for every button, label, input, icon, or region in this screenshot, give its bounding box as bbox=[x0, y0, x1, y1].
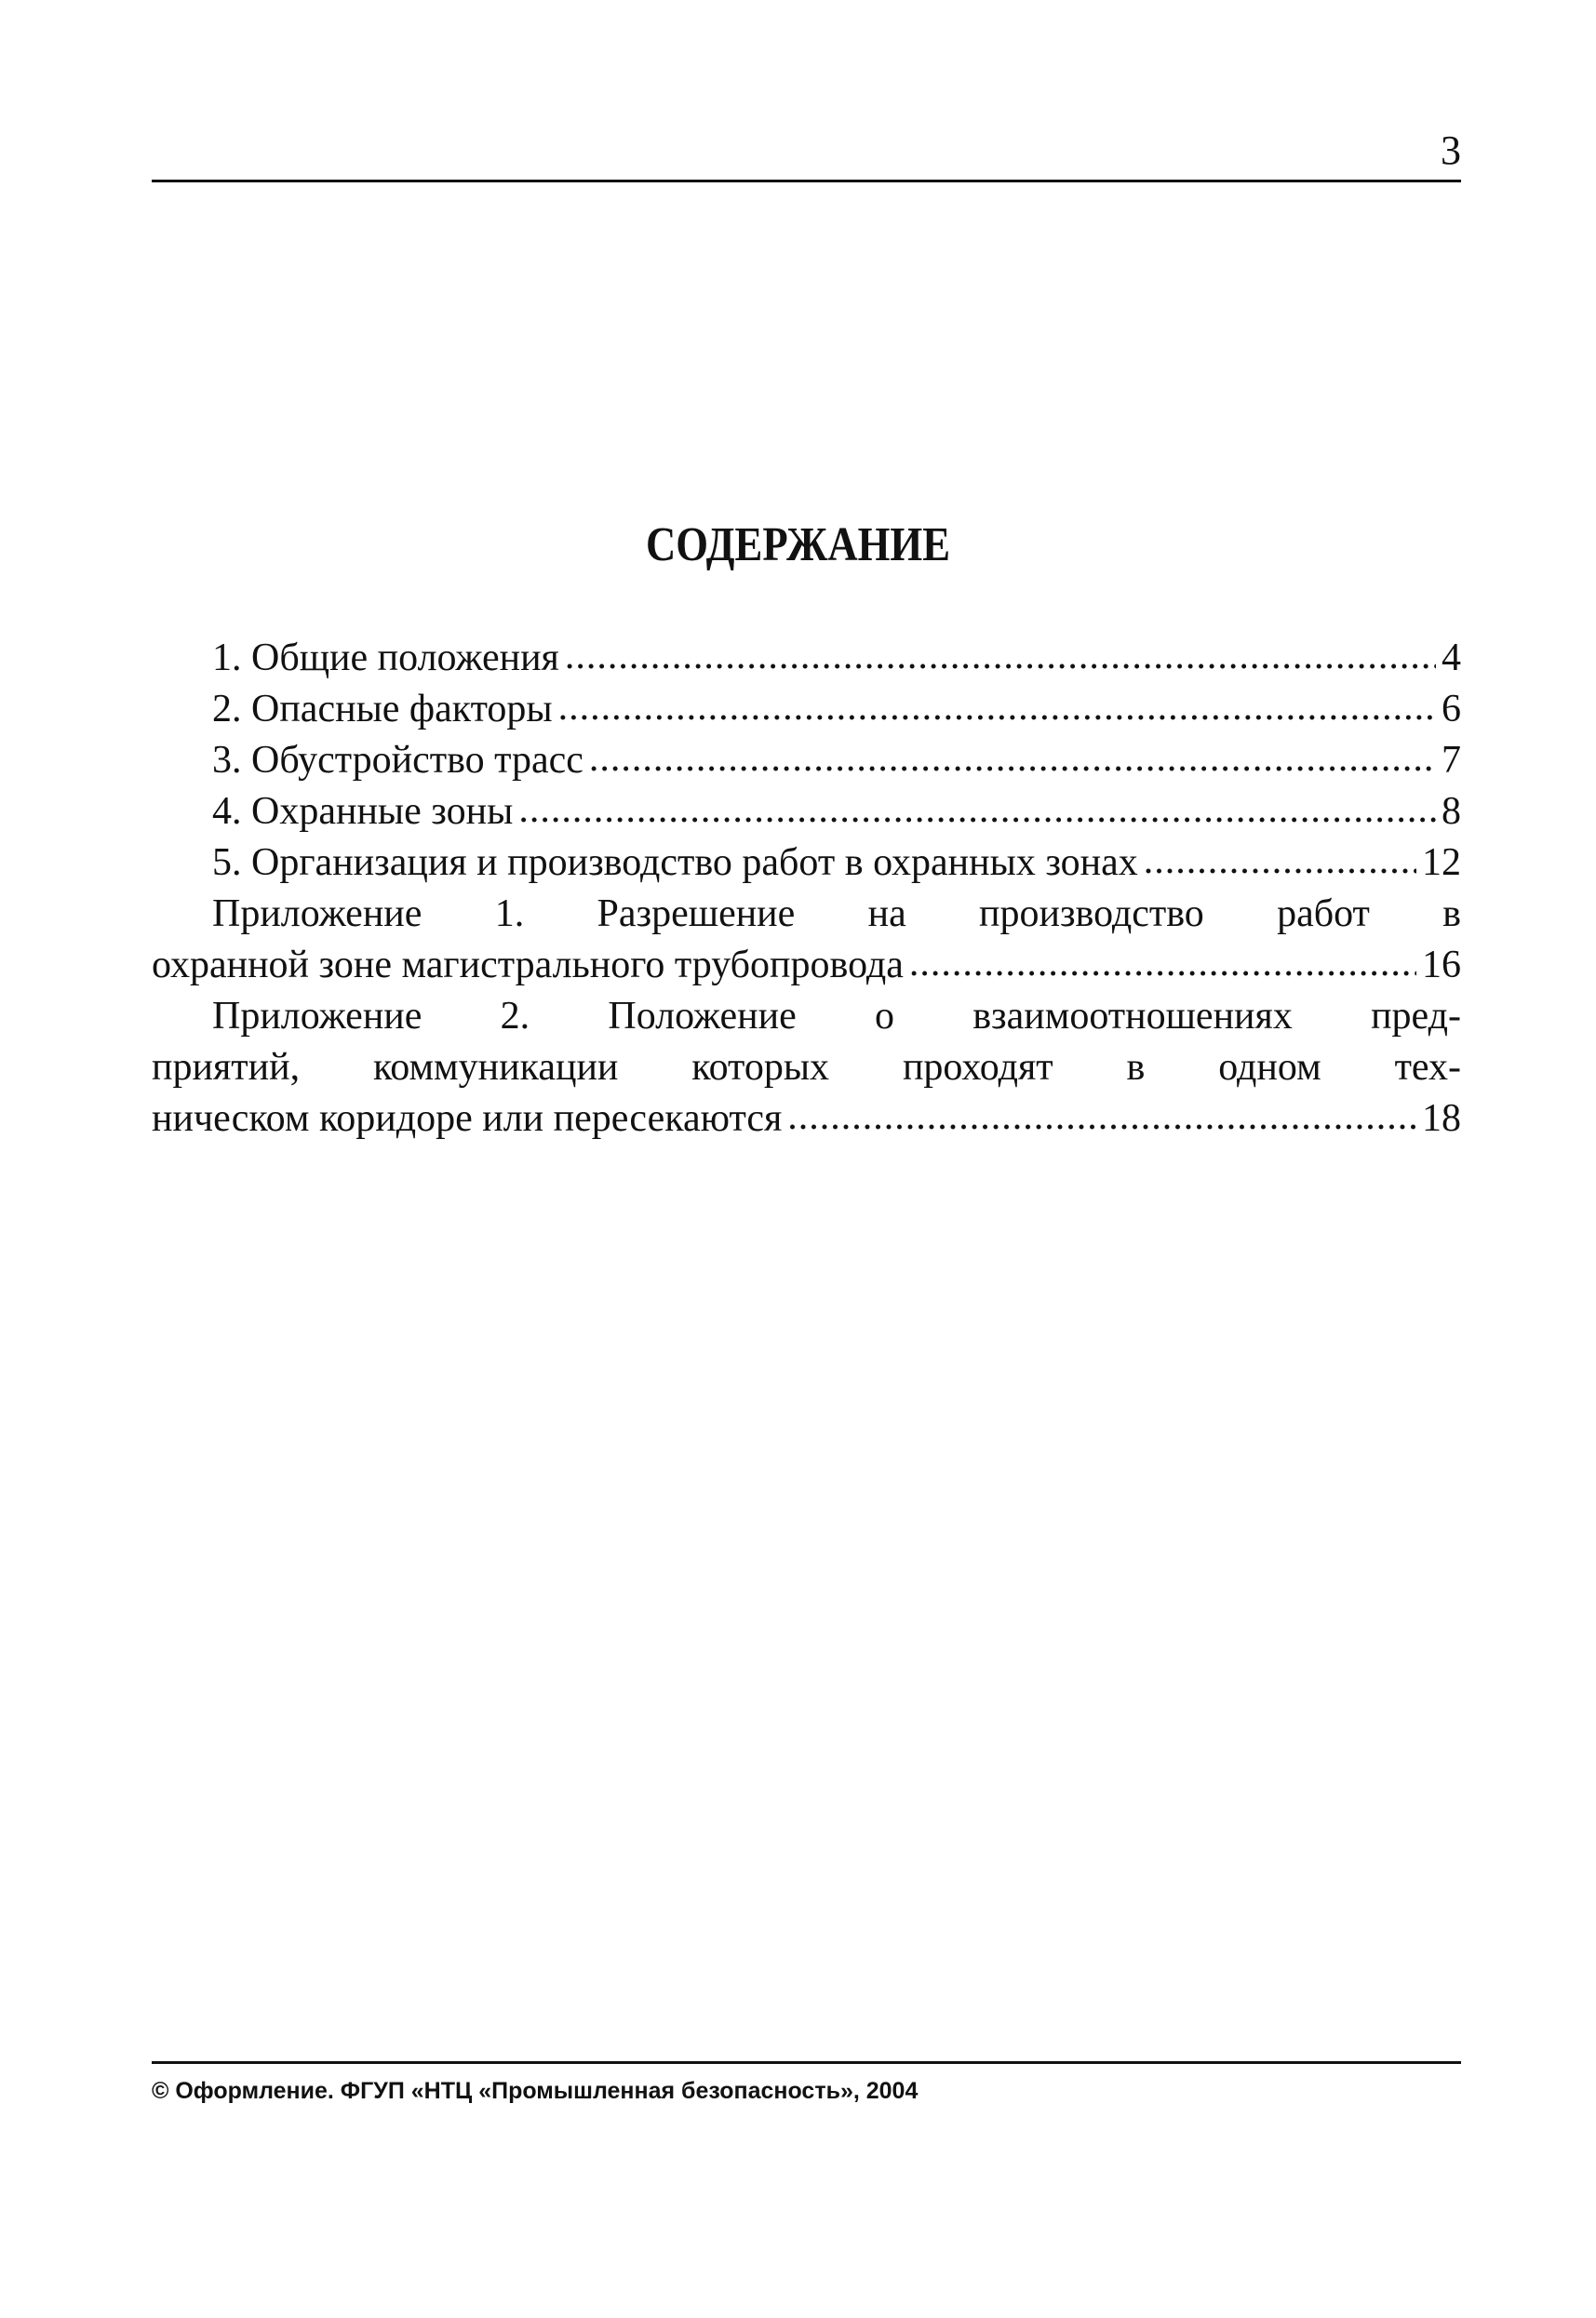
toc-entry-label: 1. Общие положения bbox=[212, 636, 559, 679]
leader-dots bbox=[787, 1092, 1416, 1143]
toc-entry-label: приятий, коммуникации которых проходят в одном тех- bbox=[152, 1046, 1461, 1089]
header-rule bbox=[152, 180, 1461, 182]
leader-dots bbox=[558, 682, 1436, 733]
toc-entry-page: 16 bbox=[1422, 944, 1461, 986]
toc-entry-2[interactable] bbox=[152, 684, 1461, 735]
leader-dots bbox=[589, 733, 1436, 784]
toc-entry-label: 4. Охранные зоны bbox=[212, 790, 514, 833]
toc-entry-page: 18 bbox=[1422, 1097, 1461, 1140]
table-of-contents bbox=[152, 633, 1461, 1145]
leader-dots bbox=[909, 938, 1416, 989]
leader-dots bbox=[1144, 836, 1416, 887]
toc-entry-5[interactable] bbox=[152, 837, 1461, 889]
toc-entry-3[interactable] bbox=[152, 735, 1461, 786]
toc-entry-label: ническом коридоре или пересекаются bbox=[152, 1097, 783, 1140]
toc-entry-label: Приложение 1. Разрешение на производство работ в bbox=[212, 892, 1461, 935]
toc-entry-4[interactable] bbox=[152, 786, 1461, 837]
toc-entry-page: 8 bbox=[1442, 790, 1461, 833]
toc-entry-page: 6 bbox=[1442, 688, 1461, 730]
toc-entry-1[interactable] bbox=[152, 633, 1461, 684]
toc-entry-label: Приложение 2. Положение о взаимоотношениях пред- bbox=[212, 995, 1461, 1038]
leader-dots bbox=[565, 631, 1436, 682]
leader-dots bbox=[518, 784, 1436, 836]
toc-entry-page: 7 bbox=[1442, 739, 1461, 782]
page-number: 3 bbox=[1441, 127, 1461, 173]
toc-entry-label: охранной зоне магистрального трубопровода bbox=[152, 944, 904, 986]
toc-entry-page: 4 bbox=[1442, 636, 1461, 679]
toc-entry-label: 2. Опасные факторы bbox=[212, 688, 553, 730]
copyright-notice: © Оформление. ФГУП «НТЦ «Промышленная безопасность», 2004 bbox=[152, 2078, 919, 2104]
toc-entry-label: 3. Обустройство трасс bbox=[212, 739, 583, 782]
toc-entry-label: 5. Организация и производство работ в охранных зонах bbox=[212, 841, 1138, 884]
toc-entry-page: 12 bbox=[1422, 841, 1461, 884]
footer-rule bbox=[152, 2061, 1461, 2064]
toc-title: СОДЕРЖАНИЕ bbox=[645, 518, 951, 571]
toc-entry-appendix-1[interactable] bbox=[152, 889, 1461, 991]
toc-entry-appendix-2[interactable] bbox=[152, 991, 1461, 1145]
